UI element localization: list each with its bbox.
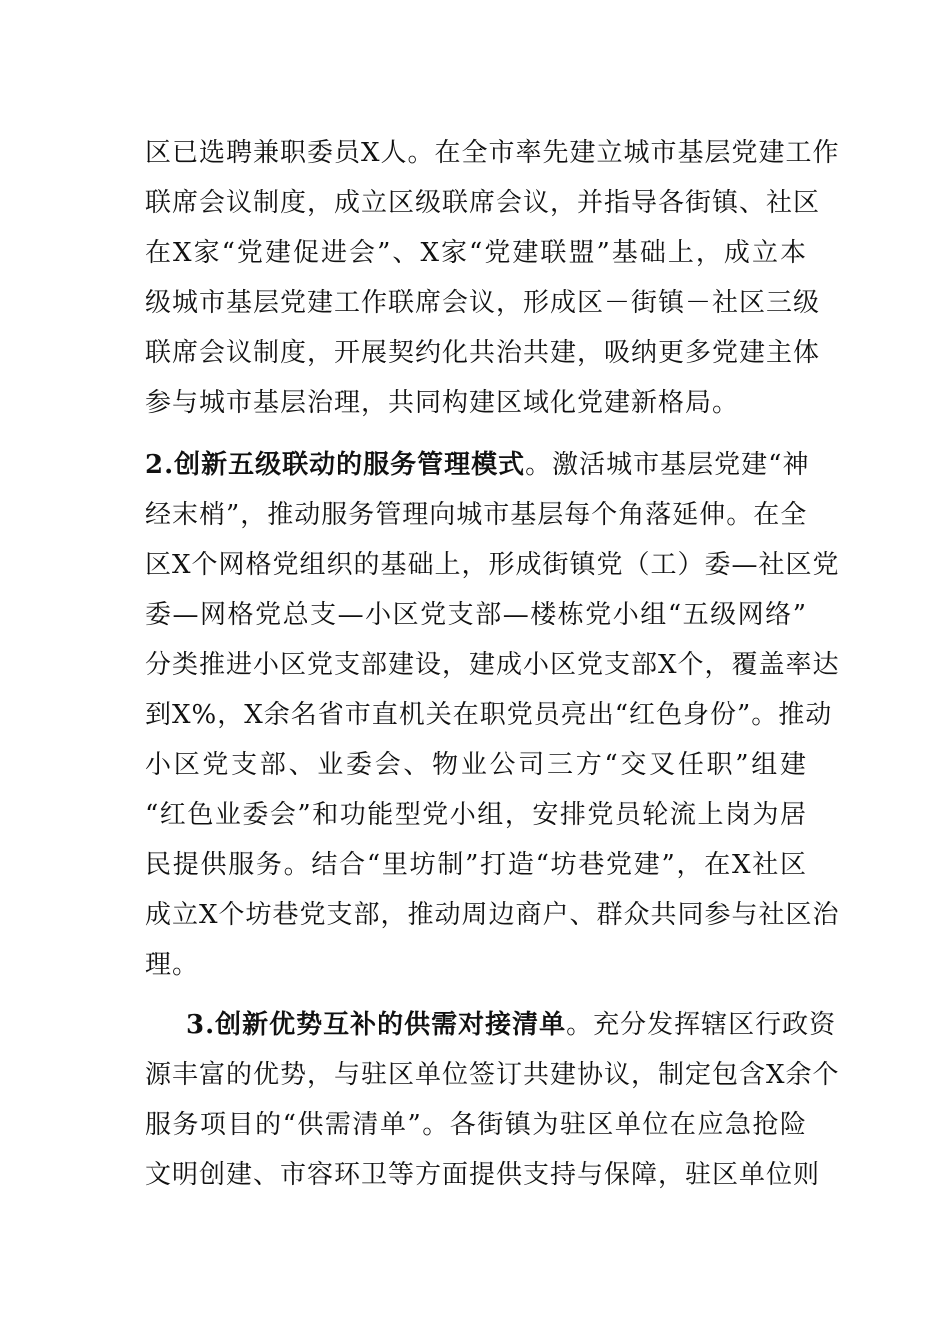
paragraph-2-line-8: “红色业委会”和功能型党小组，安排党员轮流上岗为居	[145, 800, 807, 830]
paragraph-2-heading: 2.创新五级联动的服务管理模式	[145, 450, 526, 480]
paragraph-1-line-4: 级城市基层党建工作联席会议，形成区－街镇－社区三级	[145, 288, 821, 318]
paragraph-1-line-6: 参与城市基层治理，共同构建区域化党建新格局。	[145, 388, 740, 418]
paragraph-3-heading: 3.创新优势互补的供需对接清单	[186, 1010, 567, 1040]
paragraph-3-line-4: 文明创建、市容环卫等方面提供支持与保障，驻区单位则	[145, 1160, 821, 1190]
paragraph-2-line-11: 理。	[145, 950, 200, 980]
paragraph-2-first-line-text: 。激活城市基层党建“神	[525, 450, 810, 480]
paragraph-1-line-3: 在X家“党建促进会”、X家“党建联盟”基础上，成立本	[145, 238, 807, 268]
paragraph-2-line-1	[145, 440, 810, 490]
paragraph-2-line-9: 民提供服务。结合“里坊制”打造“坊巷党建”，在X社区	[145, 850, 807, 880]
paragraph-3-line-2: 源丰富的优势，与驻区单位签订共建协议，制定包含X余个	[145, 1060, 840, 1090]
paragraph-1-line-1: 区已选聘兼职委员X人。在全市率先建立城市基层党建工作	[145, 138, 840, 168]
paragraph-1-line-2: 联席会议制度，成立区级联席会议，并指导各街镇、社区	[145, 188, 821, 218]
paragraph-2-line-4: 委—网格党总支—小区党支部—楼栋党小组“五级网络”	[145, 600, 807, 630]
paragraph-2-line-6: 到X%，X余名省市直机关在职党员亮出“红色身份”。推动	[145, 700, 833, 730]
paragraph-2-line-10: 成立X个坊巷党支部，推动周边商户、群众共同参与社区治	[145, 900, 840, 930]
paragraph-3-line-1	[186, 1000, 837, 1050]
paragraph-2-line-5: 分类推进小区党支部建设，建成小区党支部X个，覆盖率达	[145, 650, 840, 680]
paragraph-2-line-3: 区X个网格党组织的基础上，形成街镇党（工）委—社区党	[145, 550, 840, 580]
paragraph-2-line-2: 经末梢”，推动服务管理向城市基层每个角落延伸。在全	[145, 500, 808, 530]
paragraph-1-line-5: 联席会议制度，开展契约化共治共建，吸纳更多党建主体	[145, 338, 821, 368]
paragraph-3-first-line-text: 。充分发挥辖区行政资	[566, 1010, 837, 1040]
paragraph-2-line-7: 小区党支部、业委会、物业公司三方“交叉任职”组建	[145, 750, 807, 780]
paragraph-3-line-3: 服务项目的“供需清单”。各街镇为驻区单位在应急抢险	[145, 1110, 807, 1140]
